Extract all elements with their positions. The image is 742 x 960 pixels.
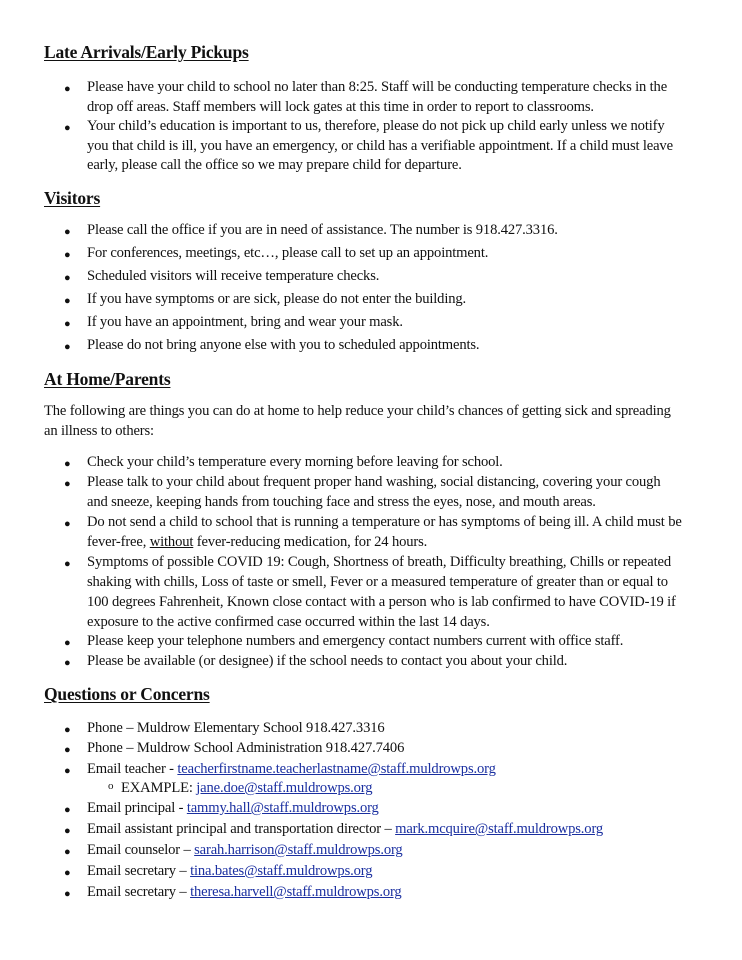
contact-label: Email secretary –: [87, 884, 191, 900]
home-item: shaking with chills, Loss of taste or smell, Fever or a measured temperature of greater than or equal to: [87, 574, 668, 590]
bullet-icon: [64, 637, 71, 649]
late-item-1-line-1: Please have your child to school no later than 8:25. Staff will be conducting temperature checks in the: [87, 79, 668, 95]
email-link-secretary-2[interactable]: theresa.harvell@staff.muldrowps.org: [190, 884, 402, 900]
contact-label: Email principal -: [87, 800, 187, 816]
fever-text-after: fever-reducing medication, for 24 hours.: [193, 534, 428, 550]
bullet-icon: [64, 867, 71, 879]
bullet-icon: [64, 226, 71, 238]
fever-text-before: fever-free,: [87, 534, 150, 550]
bullet-icon: [64, 458, 71, 470]
contact-label: Email teacher -: [87, 761, 178, 777]
email-link-secretary-1[interactable]: tina.bates@staff.muldrowps.org: [190, 863, 373, 879]
visitors-item: Please do not bring anyone else with you to scheduled appointments.: [87, 337, 480, 353]
contact-item: [87, 800, 379, 817]
late-item-2-line-2: you that child is ill, you have an emergency, or child has a verifiable appointment. If a child must leave: [87, 138, 673, 154]
visitors-item: If you have symptoms or are sick, please do not enter the building.: [87, 291, 467, 307]
bullet-icon: [64, 272, 71, 284]
bullet-icon: [64, 295, 71, 307]
home-item: Symptoms of possible COVID 19: Cough, Shortness of breath, Difficulty breathing, Chills or repeated: [87, 554, 671, 570]
contact-label: EXAMPLE:: [121, 780, 197, 796]
contact-subitem: [121, 780, 372, 797]
home-item: exposure to the active confirmed case occurred within the last 14 days.: [87, 614, 490, 630]
bullet-icon: [64, 724, 71, 736]
late-item-2-line-3: early, please call the office so we may prepare child for departure.: [87, 157, 462, 173]
home-item: Check your child’s temperature every morning before leaving for school.: [87, 454, 503, 470]
fever-text-underlined: without: [149, 534, 194, 550]
bullet-icon: [64, 657, 71, 669]
contact-label: Email counselor –: [87, 842, 195, 858]
email-link-principal[interactable]: tammy.hall@staff.muldrowps.org: [186, 800, 379, 816]
bullet-icon: [64, 83, 71, 95]
home-item: Please keep your telephone numbers and emergency contact numbers current with office staff.: [87, 633, 624, 649]
bullet-icon: [64, 518, 71, 530]
late-item-2-line-1: Your child’s education is important to us, therefore, please do not pick up child early unless we notify: [87, 118, 665, 134]
home-intro-line-1: The following are things you can do at home to help reduce your child’s chances of getting sick and spreading: [44, 403, 671, 419]
bullet-icon: [64, 888, 71, 900]
home-intro-line-2: an illness to others:: [44, 423, 154, 439]
email-link-example[interactable]: jane.doe@staff.muldrowps.org: [196, 780, 373, 796]
home-item-fever-line: [87, 534, 427, 551]
home-item: Please talk to your child about frequent proper hand washing, social distancing, covering your cough: [87, 474, 661, 490]
contact-label: Email assistant principal and transportation director –: [87, 821, 396, 837]
late-item-1-line-2: drop off areas. Staff members will lock gates at this time in order to report to classrooms.: [87, 99, 594, 115]
email-link-counselor[interactable]: sarah.harrison@staff.muldrowps.org: [194, 842, 403, 858]
home-item: Do not send a child to school that is running a temperature or has symptoms of being ill. A child must be: [87, 514, 682, 530]
contact-item: Phone – Muldrow School Administration 918.427.7406: [87, 740, 405, 756]
bullet-icon: [64, 765, 71, 777]
bullet-icon: [64, 318, 71, 330]
contact-label: Email secretary –: [87, 863, 191, 879]
home-item: Please be available (or designee) if the school needs to contact you about your child.: [87, 653, 568, 669]
heading-late-arrivals: Late Arrivals/Early Pickups: [44, 42, 249, 62]
bullet-icon: [64, 744, 71, 756]
bullet-icon: [64, 478, 71, 490]
visitors-item: Scheduled visitors will receive temperature checks.: [87, 268, 380, 284]
bullet-icon: [64, 341, 71, 353]
contact-item: [87, 821, 603, 838]
heading-visitors: Visitors: [44, 188, 101, 208]
bullet-icon: [64, 122, 71, 134]
contact-item: [87, 863, 372, 880]
bullet-icon: [64, 249, 71, 261]
contact-item: [87, 884, 402, 901]
email-link-assistant-principal[interactable]: mark.mcquire@staff.muldrowps.org: [395, 821, 604, 837]
visitors-item: Please call the office if you are in need of assistance. The number is 918.427.3316.: [87, 222, 558, 238]
home-item: and sneeze, keeping hands from touching face and stress the eyes, nose, and mouth areas.: [87, 494, 596, 510]
home-item: 100 degrees Fahrenheit, Known close contact with a person who is lab confirmed to have COVID-19 if: [87, 594, 676, 610]
contact-item: Phone – Muldrow Elementary School 918.427.3316: [87, 720, 385, 736]
heading-questions-concerns: Questions or Concerns: [44, 684, 210, 704]
bullet-icon: [64, 804, 71, 816]
bullet-icon: [64, 558, 71, 570]
contact-item: [87, 842, 403, 859]
heading-at-home-parents: At Home/Parents: [44, 369, 171, 389]
contact-item: [87, 761, 496, 778]
hollow-bullet-icon: [108, 780, 114, 792]
bullet-icon: [64, 825, 71, 837]
visitors-item: If you have an appointment, bring and wear your mask.: [87, 314, 403, 330]
bullet-icon: [64, 846, 71, 858]
visitors-item: For conferences, meetings, etc…, please call to set up an appointment.: [87, 245, 489, 261]
email-link-teacher[interactable]: teacherfirstname.teacherlastname@staff.muldrowps.org: [177, 761, 496, 777]
